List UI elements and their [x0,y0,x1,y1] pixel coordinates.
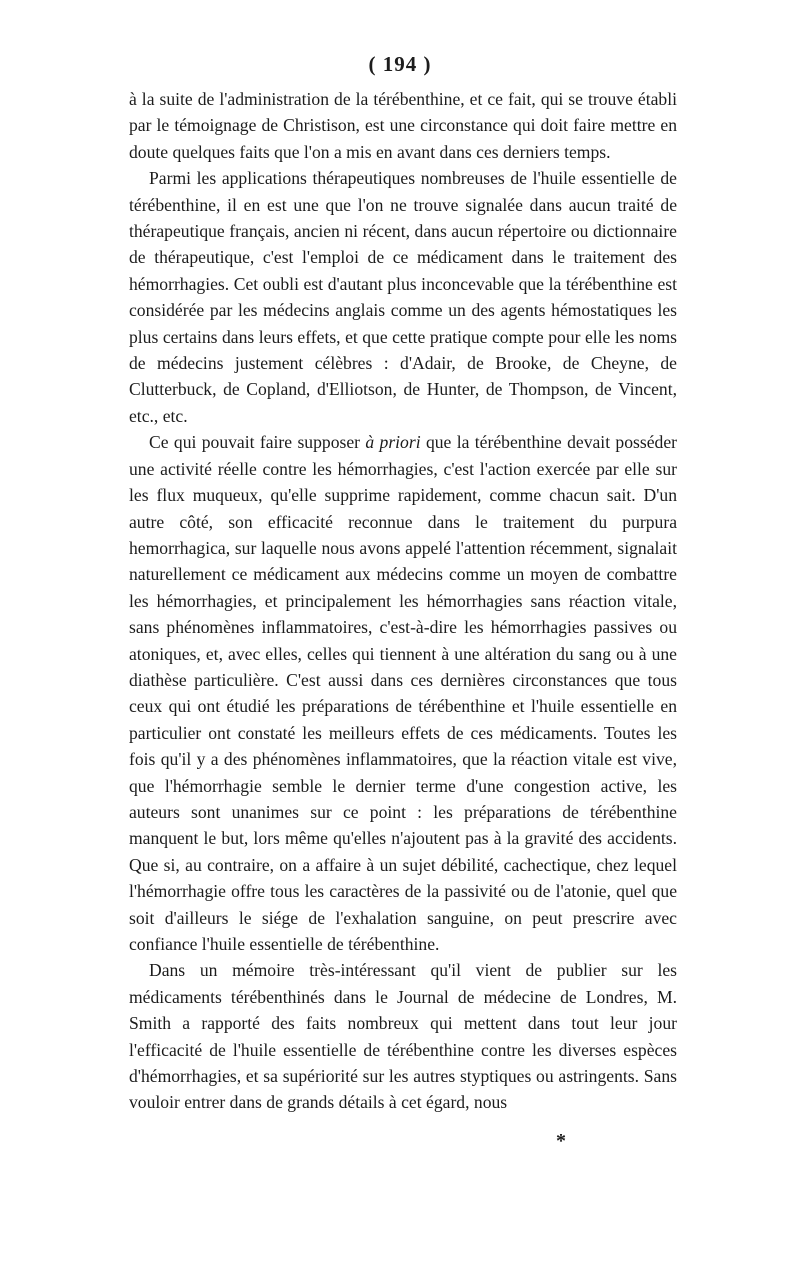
paragraph-a-priori-start: Ce qui pouvait faire supposer [149,432,366,453]
paragraph-smith-memoir: Dans un mémoire très-intéressant qu'il vient de publier sur les médicaments térébenthinés dans le Journal de médecine de Londres, M. Smith a rapporté des faits nombreux qui mettent dans tout leur jour l'efficacité de l'huile essentielle de térébenthine contre les diverses espèces d'hémorrhagies, et sa supériorité sur les autres styptiques ou astringents. Sans vouloir entrer dans de grands détails à cet égard, nous [129,960,677,1113]
paragraph-a-priori [129,429,677,957]
paragraph-a-priori-rest: que la térébenthine devait posséder une activité réelle contre les hémorrhagies, c'est l'action exercée par elle sur les flux muqueux, qu'elle supprime rapidement, comme chacun sait. D'un autre côté, son efficacité reconnue dans le traitement du purpura hemorrhagica, sur laquelle nous avons appelé l'attention récemment, signalait naturellement ce médicament aux médecins comme un moyen de combattre les hémorrhagies, et principalement les hémorrhagies sans réaction vitale, sans phénomènes inflammatoires, c'est-à-dire les hémorrhagies passives ou atoniques, et, avec elles, celles qui tiennent à une altération du sang ou à une diathèse particulière. C'est aussi dans ces dernières circonstances que tous ceux qui ont étudié les préparations de térébenthine et l'huile essentielle en particulier ont constaté les meilleurs effets de ces médicaments. Toutes les fois qu'il y a des phénomènes inflammatoires, que la réaction vitale est vive, que l'hémorrhagie semble le dernier terme d'une congestion active, les auteurs sont unanimes sur ce point : les préparations de térébenthine manquent le but, lors même qu'elles n'ajoutent pas à la gravité des accidents. Que si, au contraire, on a affaire à un sujet débilité, cachectique, chez lequel l'hémorrhagie offre tous les caractères de la passivité ou de l'atonie, quel que soit d'ailleurs le siége de l'exhalation sanguine, on peut prescrire avec confiance l'huile essentielle de térébenthine. [129,432,677,954]
page-number: ( 194 ) [368,52,432,76]
italic-a-priori: à priori [365,432,421,453]
paragraph-continuation: à la suite de l'administration de la térébenthine, et ce fait, qui se trouve établi par le témoignage de Christison, est une circonstance qui doit faire mettre en doute quelques faits que l'on a mis en avant dans ces derniers temps. [129,89,677,162]
paragraph-turpentine-hemorrhages: Parmi les applications thérapeutiques nombreuses de l'huile essentielle de térébenthine, il en est une que l'on ne trouve signalée dans aucun traité de thérapeutique français, ancien ni récent, dans aucun répertoire ou dictionnaire de thérapeutique, c'est l'emploi de ce médicament dans le traitement des hémorrhagies. Cet oubli est d'autant plus inconcevable que la térébenthine est considérée par les médecins anglais comme un des agents hémostatiques les plus certains dans leurs effets, et que cette pratique compte pour elle les noms de médecins justement célèbres : d'Adair, de Brooke, de Cheyne, de Clutterbuck, de Copland, d'Elliotson, de Hunter, de Thompson, de Vincent, etc., etc. [129,168,677,426]
body-text [129,86,677,1116]
signature-mark: * [556,1130,566,1152]
